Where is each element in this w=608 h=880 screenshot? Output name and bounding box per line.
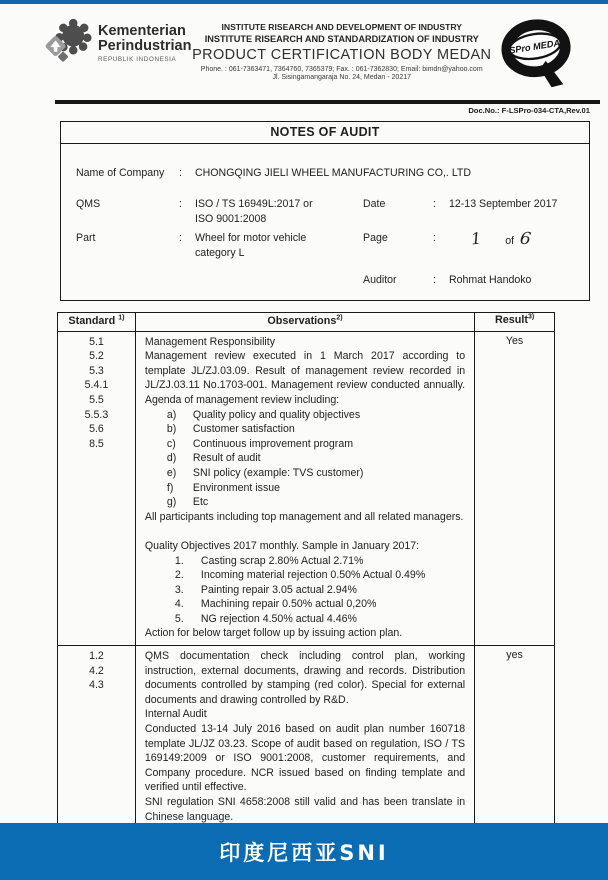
observation-paragraph: Quality Objectives 2017 monthly. Sample in January 2017: [144,539,420,552]
ministry-line3: REPUBLIK INDONESIA [98,56,177,63]
standard-clause: 8.5 [89,437,104,450]
doc-number: Doc.No.: F-LSPro-034-CTA,Rev.01 [468,106,590,115]
ministry-line2: Perindustrian [98,38,192,54]
observation-list-item [145,408,465,423]
standard-clause: 1.2 [89,650,104,663]
observation-paragraph: SNI regulation SNI 4658:2008 still valid and has been translate in Chinese language. [144,796,466,823]
org-line1: INSTITUTE RISEARCH AND DEVELOPMENT OF INDUSTRY [221,22,462,32]
observation-list-item [145,422,465,437]
audit-table [57,312,555,829]
notes-of-audit-box [60,121,590,301]
list-marker: 4. [174,598,184,611]
part-label: Part [76,232,96,244]
page-total-handwritten: 6 [518,228,533,250]
part-value-line2: category L [195,247,245,259]
standard-clause: 4.3 [89,679,104,692]
list-item-text: Painting repair 3.05 actual 2.94% [200,583,357,596]
colon: : [433,274,436,286]
observation-paragraph: Management review executed in 1 March 2017 according to template JL/ZJ.03.09. Result of management review recorded in JL/ZJ.03.11 No.1703-001. Management review conducted annually. Agenda of management review including: [144,350,466,406]
notes-body [61,144,589,300]
observation-list-item [145,583,465,598]
standard-clause: 5.1 [89,335,104,348]
footer-sni-text: 印度尼西亚SNI [219,840,389,865]
standard-cell [58,331,136,645]
colon: : [179,232,182,244]
notes-title: NOTES OF AUDIT [61,122,589,144]
page-of-label: of [505,235,515,247]
list-marker: a) [166,408,177,421]
part-page-row [76,228,574,261]
observations-cell [135,331,474,645]
list-marker: d) [166,452,177,465]
auditor-value: Rohmat Handoko [449,274,532,286]
observation-list-item [145,466,465,481]
org-line3: PRODUCT CERTIFICATION BODY MEDAN [192,47,492,63]
ministry-line1: Kementerian [98,23,186,39]
list-item-text: Casting scrap 2.80% Actual 2.71% [200,554,364,567]
observations-header: Observations$^{2)}$ [135,313,474,332]
colon: : [433,198,436,210]
list-item-text: Quality policy and quality objectives [192,408,361,421]
part-value [195,231,363,261]
list-marker: 1. [174,554,184,567]
contact-line: Phone. : 061-7363471, 7364760, 7365379; Fax. : 061-7362830; Email: bimdn@yahoo.com [200,66,483,73]
observation-list-item [145,437,465,452]
header-divider-rule [55,100,600,104]
list-marker: 3. [174,583,184,596]
footer-blue-bar [0,823,608,880]
list-item-text: Result of audit [192,452,261,465]
observation-paragraph: Management Responsibility [144,335,276,348]
result-value: Yes [505,334,524,347]
standard-clause: 4.2 [89,664,104,677]
observation-list-item [145,481,465,496]
qms-value-line1: ISO / TS 16949L:2017 or [195,198,313,210]
table-row [58,331,555,645]
list-marker: c) [166,437,176,450]
observation-list-item [145,568,465,583]
list-item-text: Customer satisfaction [192,423,295,436]
standard-clause: 5.5 [89,393,104,406]
company-value: CHONGQING JIELI WHEEL MANUFACTURING CO,. LTD [195,167,472,179]
standard-header: Standard $^{1)}$ [58,313,136,332]
org-title-block [191,18,492,81]
observation-paragraph: QMS documentation check including control plan, working instruction, external documents, drawing and records. Distribution documents controlled by stamping (red color). Special for external documents and drawing controlled by R&D. [144,650,466,706]
standard-clause: 5.6 [89,423,104,436]
list-item-text: Machining repair 0.50% actual 0,20% [200,598,377,611]
table-row [58,646,555,829]
list-marker: g) [166,496,177,509]
standard-cell [58,646,136,829]
address-line: Jl. Sisingamangaraja No. 24, Medan - 20217 [272,74,411,81]
qms-value [195,197,363,227]
auditor-label: Auditor [363,274,397,286]
list-marker: f) [166,481,174,494]
letterhead [0,4,608,98]
standard-clause: 5.2 [89,350,104,363]
standard-clause: 5.3 [89,364,104,377]
list-marker: e) [166,466,177,479]
page-label: Page [363,232,388,244]
list-marker: b) [166,423,177,436]
standard-clause: 5.5.3 [84,408,109,421]
date-label: Date [363,198,386,210]
auditor-row [76,273,574,288]
part-value-line1: Wheel for motor vehicle [195,232,307,244]
observation-list-item [145,612,465,627]
result-header: Result$^{3)}$ [475,313,555,332]
list-item-text: Incoming material rejection 0.50% Actual 0.49% [200,569,426,582]
lspro-logo-text: LSPro MEDAN [502,36,568,57]
observation-list-item [145,451,465,466]
list-marker: 2. [174,569,184,582]
company-row [76,166,574,181]
audit-table-head [58,313,555,332]
qms-value-line2: ISO 9001:2008 [195,213,267,225]
observation-paragraph: Conducted 13-14 July 2016 based on audit plan number 160718 template JL/JZ 03.23. Scope of audit based on regulation, ISO / TS 169149:2009 or ISO 9001:2008, customer requirements, and Company procedure. NCR issued based on finding template and verified until effective. [144,723,466,794]
date-value: 12-13 September 2017 [449,198,558,210]
colon: : [179,198,182,210]
result-cell [475,331,555,645]
list-item-text: SNI policy (example: TVS customer) [192,466,364,479]
list-item-text: Etc [192,496,209,509]
audit-table-body [58,331,555,829]
list-item-text: NG rejection 4.50% actual 4.46% [200,612,357,625]
result-cell [475,646,555,829]
page-value [449,228,574,261]
lspro-medan-logo-icon [496,18,578,98]
page-current-handwritten: 1 [470,228,483,249]
observation-paragraph: All participants including top management and all related managers. [144,510,464,523]
list-marker: 5. [174,612,184,625]
result-value: yes [506,649,523,662]
observation-list-item [145,495,465,510]
list-item-text: Environment issue [192,481,281,494]
observation-list-item [145,597,465,612]
observation-paragraph: Action for below target follow up by issuing action plan. [144,627,403,640]
ministry-name [98,18,191,63]
observation-spacer [145,524,465,539]
standard-clause: 5.4.1 [84,379,109,392]
qms-date-row [76,197,574,227]
observation-list-item [145,554,465,569]
colon: : [179,167,182,179]
observations-cell [135,646,474,829]
qms-label: QMS [76,198,101,210]
observation-paragraph: Internal Audit [144,708,207,721]
org-line2: INSTITUTE RISEARCH AND STANDARDIZATION OF INDUSTRY [204,34,479,44]
company-label: Name of Company [76,167,165,179]
colon: : [433,232,436,244]
list-item-text: Continuous improvement program [192,437,354,450]
ministry-gear-icon [42,18,92,72]
